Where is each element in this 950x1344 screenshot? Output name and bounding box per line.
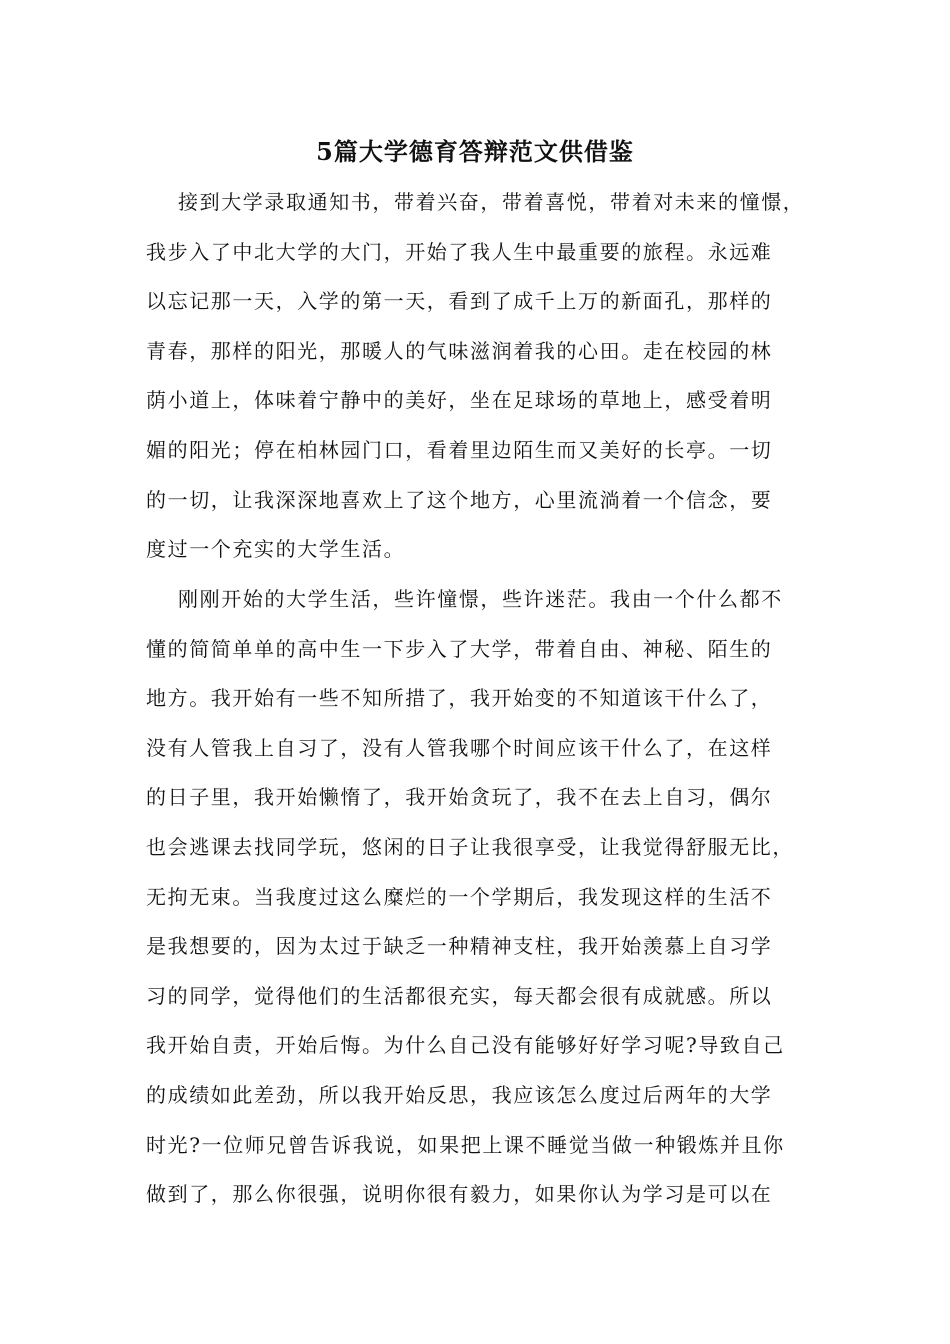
- text-line: 度过一个充实的大学生活。: [146, 537, 406, 562]
- text-line: 没有人管我上自习了，没有人管我哪个时间应该干什么了，在这样: [146, 735, 773, 760]
- text-line: 习的同学，觉得他们的生活都很充实，每天都会很有成就感。所以: [146, 983, 773, 1008]
- text-line: 时光?一位师兄曾告诉我说，如果把上课不睡觉当做一种锻炼并且你: [146, 1132, 785, 1157]
- text-line: 地方。我开始有一些不知所措了，我开始变的不知道该干什么了，: [146, 686, 773, 711]
- text-line: 我步入了中北大学的大门，开始了我人生中最重要的旅程。永远难: [146, 239, 773, 264]
- text-line: 做到了，那么你很强，说明你很有毅力，如果你认为学习是可以在: [146, 1182, 773, 1207]
- paragraph-2: [146, 575, 826, 1220]
- text-line: 以忘记那一天，入学的第一天，看到了成千上万的新面孔，那样的: [146, 289, 773, 314]
- text-line: 荫小道上，体味着宁静中的美好，坐在足球场的草地上，感受着明: [146, 388, 773, 413]
- paragraph-1: [146, 178, 826, 575]
- text-line: 青春，那样的阳光，那暖人的气味滋润着我的心田。走在校园的林: [146, 338, 773, 363]
- text-line: 刚刚开始的大学生活，些许憧憬，些许迷茫。我由一个什么都不: [178, 587, 783, 611]
- text-line: 是我想要的，因为太过于缺乏一种精神支柱，我开始羡慕上自习学: [146, 934, 773, 959]
- text-line: 接到大学录取通知书，带着兴奋，带着喜悦，带着对未来的憧憬，: [178, 190, 805, 214]
- text-line: 也会逃课去找同学玩，悠闲的日子让我很享受，让我觉得舒服无比，: [146, 834, 794, 859]
- document-title: 5篇大学德育答辩范文供借鉴: [316, 137, 634, 166]
- text-line: 的成绩如此差劲，所以我开始反思，我应该怎么度过后两年的大学: [146, 1082, 773, 1107]
- text-line: 的一切，让我深深地喜欢上了这个地方，心里流淌着一个信念，要: [146, 487, 773, 512]
- text-line: 无拘无束。当我度过这么糜烂的一个学期后，我发现这样的生活不: [146, 884, 773, 909]
- text-line: 懂的简简单单的高中生一下步入了大学，带着自由、神秘、陌生的: [146, 636, 773, 661]
- text-line: 媚的阳光；停在柏林园门口，看着里边陌生而又美好的长亭。一切: [146, 437, 773, 462]
- text-line: 的日子里，我开始懒惰了，我开始贪玩了，我不在去上自习，偶尔: [146, 785, 773, 810]
- text-line: 我开始自责，开始后悔。为什么自己没有能够好好学习呢?导致自己: [146, 1033, 785, 1058]
